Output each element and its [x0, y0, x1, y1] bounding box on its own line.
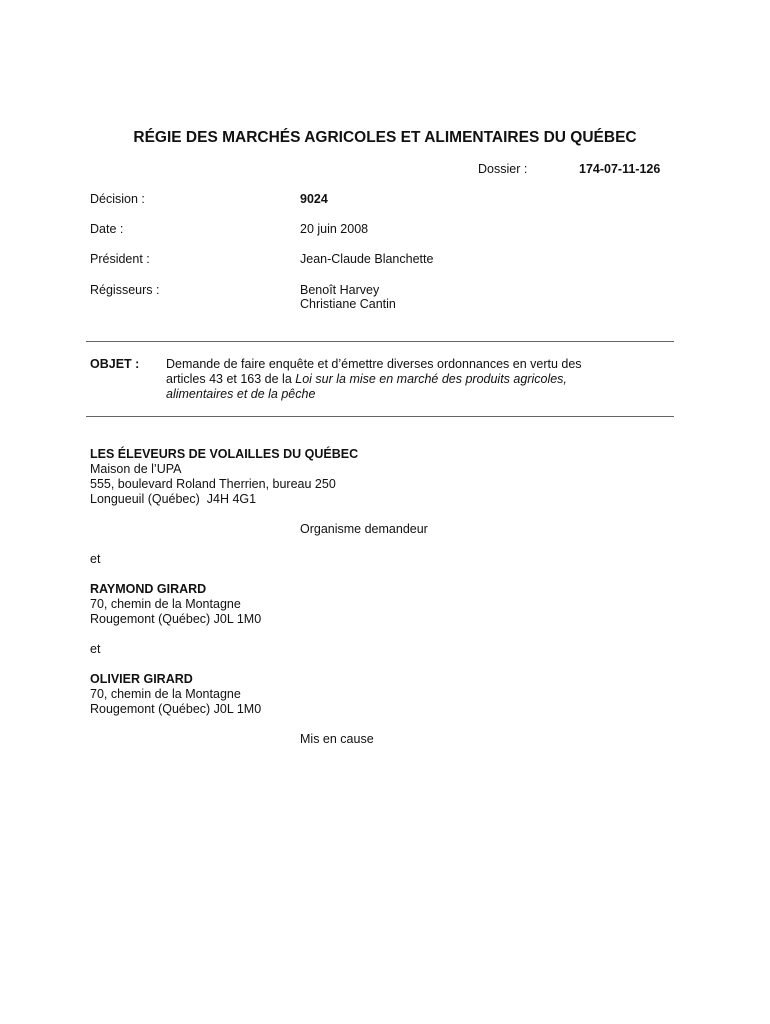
law-title: Loi sur la mise en marché des produits agricoles,: [295, 372, 567, 386]
divider-top: [86, 341, 674, 342]
connector-et: et: [90, 552, 101, 566]
regisseur-name: Christiane Cantin: [300, 297, 396, 311]
objet-label: OBJET :: [90, 357, 140, 371]
objet-text-plain: articles 43 et 163 de la: [166, 372, 296, 386]
objet-line: Demande de faire enquête et d’émettre diverses ordonnances en vertu des: [166, 357, 582, 371]
regisseur-name: Benoît Harvey: [300, 283, 380, 297]
date-label: Date :: [90, 222, 124, 236]
demandeur-address-line: Maison de l’UPA: [90, 462, 182, 476]
party-address-line: Rougemont (Québec) J0L 1M0: [90, 702, 262, 716]
divider-bottom: [86, 416, 674, 417]
president-label: Président :: [90, 252, 150, 266]
connector-et: et: [90, 642, 101, 656]
date-value: 20 juin 2008: [300, 222, 369, 236]
party-address-line: 70, chemin de la Montagne: [90, 687, 241, 701]
objet-line: [166, 387, 646, 402]
demandeur-address-line: 555, boulevard Roland Therrien, bureau 250: [90, 477, 336, 491]
demandeur-name: LES ÉLEVEURS DE VOLAILLES DU QUÉBEC: [90, 447, 359, 461]
objet-line: [166, 372, 646, 387]
mis-en-cause-role: Mis en cause: [300, 732, 374, 746]
regisseurs-label: Régisseurs :: [90, 283, 160, 297]
decision-label: Décision :: [90, 192, 145, 206]
party-name: RAYMOND GIRARD: [90, 582, 207, 596]
party-address-line: Rougemont (Québec) J0L 1M0: [90, 612, 262, 626]
president-value: Jean-Claude Blanchette: [300, 252, 434, 266]
demandeur-address-line: Longueuil (Québec) J4H 4G1: [90, 492, 257, 506]
dossier-label: Dossier :: [478, 162, 528, 176]
party-name: OLIVIER GIRARD: [90, 672, 193, 686]
document-title: RÉGIE DES MARCHÉS AGRICOLES ET ALIMENTAIRES DU QUÉBEC: [133, 129, 637, 146]
law-title-cont: alimentaires et de la pêche: [166, 387, 316, 401]
party-address-line: 70, chemin de la Montagne: [90, 597, 241, 611]
demandeur-role: Organisme demandeur: [300, 522, 428, 536]
decision-number: 9024: [300, 192, 328, 206]
objet-description: [166, 357, 646, 402]
dossier-number: 174-07-11-126: [579, 162, 661, 176]
